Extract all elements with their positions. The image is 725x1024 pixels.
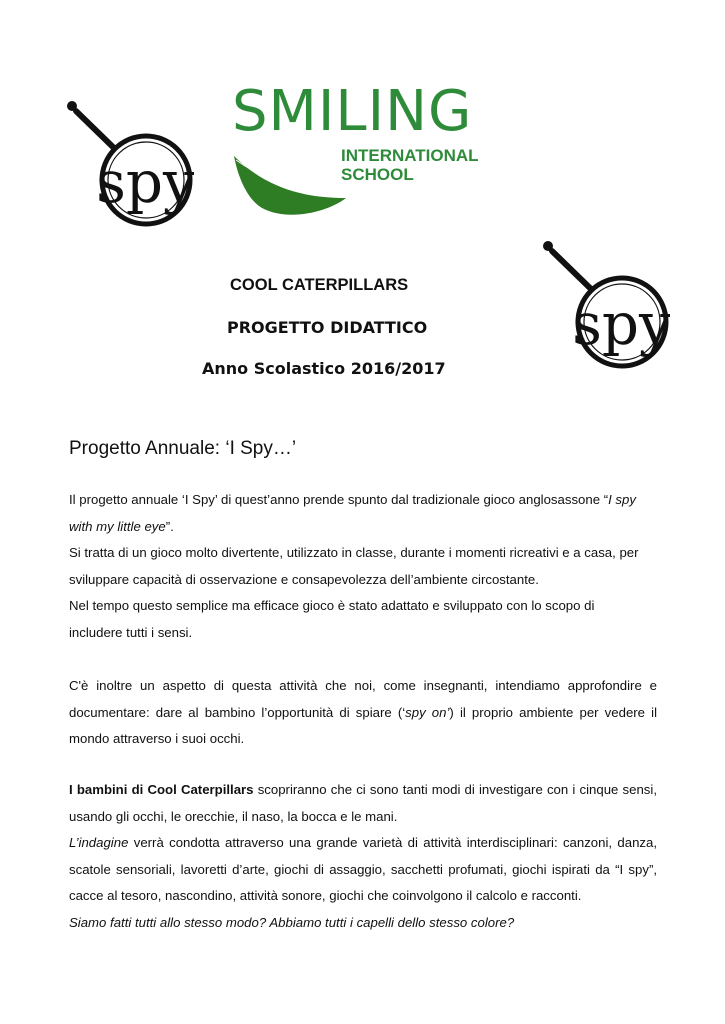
svg-text:spy: spy [572,290,670,358]
bold-text: I bambini di Cool Caterpillars [69,782,254,797]
paragraph-text [69,910,657,937]
class-name-heading: COOL CATERPILLARS [230,276,409,294]
school-logo [228,79,480,238]
i-spy-logo [62,98,194,230]
text-span: Il progetto annuale ‘I Spy’ di quest’anno prende spunto dal tradizionale gioco anglosassone “ [69,492,609,507]
paragraph-intro [69,487,657,646]
text-span: scopriranno che ci sono tanti modi di investigare con i cinque sensi, usando gli occhi, le orecchie, il naso, la bocca e le mani. [69,782,657,824]
project-heading: PROGETTO DIDATTICO [227,318,428,337]
paragraph-text [69,673,657,753]
italic-text: I spy [608,492,636,507]
text-span: verrà condotta attraverso una grande varietà di attività interdisciplinari: canzoni, danza, scatole sensoriali, lavoretti d’arte, giochi di assaggio, sacchetti profumati, giochi ispirati da “I spy”, cacce al tesoro, nascondino, attività sonore, giochi che coinvolgono il calcolo e racconti. [69,835,657,903]
magnifying-glass-icon [538,240,670,372]
school-subtitle-line1: INTERNATIONAL [341,146,479,165]
magnifying-glass-icon [62,98,194,230]
i-spy-logo-2 [538,240,670,372]
paragraph-line [69,487,657,514]
text-span: ”. [165,518,174,534]
paragraph-activities [69,777,657,936]
paragraph-text [69,830,657,910]
paragraph-text [69,777,657,830]
paragraph-line: Si tratta di un gioco molto divertente, utilizzato in classe, durante i momenti ricreativi e a casa, per [69,545,639,560]
section-title: Progetto Annuale: ‘I Spy…’ [69,438,297,459]
paragraph-line [69,514,657,541]
text-span: C'è inoltre un aspetto di questa attività che noi, come insegnanti, intendiamo approfondire e documentare: dare al bambino l’opportunità di spiare (‘ [69,678,657,720]
paragraph-spy-on [69,673,657,753]
school-year-heading: Anno Scolastico 2016/2017 [202,359,446,378]
italic-text: Siamo fatti tutti allo stesso modo? Abbiamo tutti i capelli dello stesso colore? [69,914,515,930]
school-subtitle [341,146,479,184]
italic-text: L’indagine [69,835,129,850]
svg-text:spy: spy [96,148,194,216]
italic-text: with my little eye [69,518,166,534]
italic-text: spy on’ [405,704,450,720]
text-span: ) il proprio ambiente per vedere il mondo attraverso i suoi occhi. [69,704,657,746]
school-name: SMILING [232,79,473,144]
paragraph-line: includere tutti i sensi. [69,624,193,640]
paragraph-line: Nel tempo questo semplice ma efficace gioco è stato adattato e sviluppato con lo scopo di [69,598,595,613]
school-subtitle-line2: SCHOOL [341,165,414,184]
paragraph-line: sviluppare capacità di osservazione e consapevolezza dell’ambiente circostante. [69,571,539,587]
